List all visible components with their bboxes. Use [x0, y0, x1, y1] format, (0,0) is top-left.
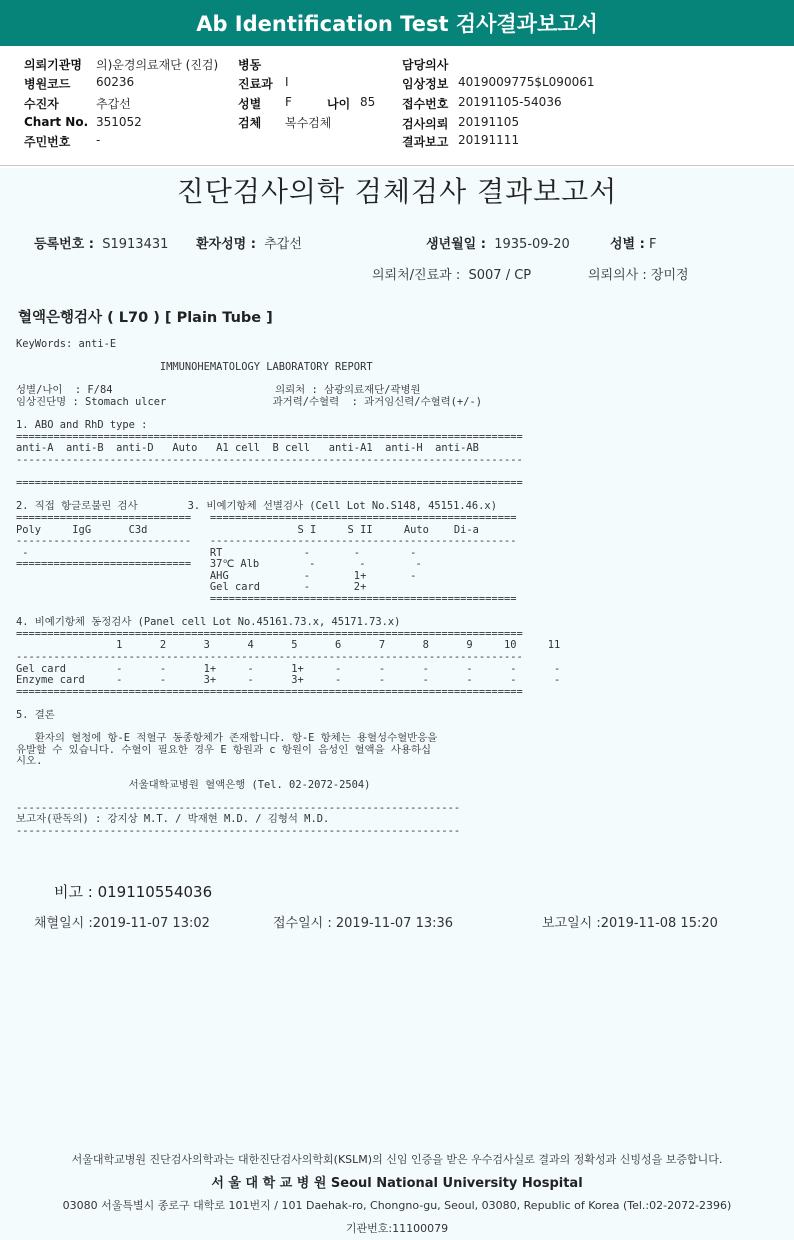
header-value: 351052	[96, 115, 142, 129]
department-value: S007 / CP	[468, 268, 532, 283]
dob-label: 생년월일 :	[426, 237, 486, 252]
header-label: 성별	[238, 97, 262, 111]
report-line: ---------------------------------------------------------------------------------	[16, 651, 523, 664]
header-label: 수진자	[24, 97, 59, 111]
dob-value: 1935-09-20	[494, 237, 570, 252]
report-document-title: 진단검사의학 검체검사 결과보고서	[176, 175, 618, 208]
report-line: Enzyme card - - 3+ - 3+ - - - - - -	[16, 674, 561, 687]
report-title-bar-text: Ab Identification Test 검사결과보고서	[196, 12, 598, 36]
report-line: IMMUNOHEMATOLOGY LABORATORY REPORT	[16, 361, 373, 374]
report-datetime-label: 보고일시 :	[542, 916, 601, 931]
report-line	[16, 768, 560, 780]
date-of-birth	[426, 233, 570, 252]
report-line: =================================================================================	[16, 430, 523, 443]
doctor-value: 장미정	[650, 268, 689, 283]
header-label: 검체	[238, 116, 262, 130]
report-line: 5. 결론	[16, 709, 55, 721]
collection-datetime	[34, 912, 210, 931]
certification-notice: 서울대학교병원 진단검사의학과는 대한진단검사의학회(KSLM)의 신임 인증을 받은 우수검사실로 결과의 정확성과 신빙성을 보증합니다.	[71, 1153, 723, 1166]
report-line: 성별/나이 : F/84 의뢰처 : 삼광의료재단/곽병원	[16, 384, 421, 397]
test-section-title: 혈액은행검사 ( L70 ) [ Plain Tube ]	[18, 310, 273, 326]
header-label: 임상정보	[402, 77, 449, 91]
hospital-address: 03080 서울특별시 종로구 대학로 101번지 / 101 Daehak-ro, Chongno-gu, Seoul, 03080, Republic of Korea (Tel.:02-2072-2396)	[62, 1199, 732, 1212]
header-label: 접수번호	[402, 97, 449, 111]
remarks-value: 019110554036	[97, 883, 213, 901]
header-value: 추갑선	[96, 97, 131, 111]
registration-number	[34, 233, 168, 252]
doctor-label: 의뢰의사 :	[588, 268, 647, 283]
remarks	[54, 881, 212, 902]
requesting-doctor	[588, 264, 689, 283]
report-title-bar	[0, 0, 794, 46]
header-label: 진료과	[238, 77, 273, 91]
report-line	[16, 791, 560, 803]
header-label: Chart No.	[24, 115, 89, 129]
header-value: 의)운경의료재단 (진검)	[96, 58, 219, 72]
header-value: 복수검체	[285, 116, 332, 130]
header-value: 4019009775$L090061	[458, 75, 595, 89]
header-value: 85	[360, 95, 376, 109]
header-value: 60236	[96, 75, 135, 89]
report-line: anti-A anti-B anti-D Auto A1 cell B cell anti-A1 anti-H anti-AB	[16, 442, 479, 455]
report-line: 유발할 수 있습니다. 수혈이 필요한 경우 E 항원과 c 항원이 음성인 혈액을 사용하십	[16, 743, 432, 756]
report-line: 1 2 3 4 5 6 7 8 9 10 11	[16, 639, 561, 652]
report-line: Gel card - 2+	[16, 581, 367, 594]
patient-name-label: 환자성명 :	[196, 237, 256, 252]
patient-name	[196, 233, 302, 252]
report-line: ============================ =================================================	[16, 511, 517, 524]
request-info-header	[0, 48, 794, 166]
header-label: 나이	[327, 97, 351, 111]
institution-number: 기관번호:11100079	[345, 1222, 449, 1235]
report-line: ---------------------------- -------------------------------------------------	[16, 535, 517, 548]
report-line: 환자의 혈청에 항-E 적혈구 동종항체가 존재합니다. 항-E 항체는 용혈성수혈반응을	[16, 732, 438, 745]
immunohematology-report-body	[16, 339, 560, 838]
report-line: -----------------------------------------------------------------------	[16, 824, 461, 837]
receipt-datetime	[273, 912, 453, 931]
report-line: 시오.	[16, 755, 43, 768]
report-line: 2. 직접 항글로불린 검사 3. 비예기항체 선별검사 (Cell Lot No.S148, 45151.46.x)	[16, 500, 497, 513]
report-datetime	[542, 912, 718, 931]
patient-name-value: 추갑선	[264, 237, 302, 252]
receipt-label: 접수일시 :	[273, 916, 332, 931]
report-line: 보고자(판독의) : 강지상 M.T. / 박재현 M.D. / 김형석 M.D.	[16, 813, 330, 826]
collection-label: 채혈일시 :	[34, 916, 93, 931]
header-value: 20191111	[458, 133, 520, 147]
report-line: 서울대학교병원 혈액은행 (Tel. 02-2072-2504)	[16, 778, 371, 791]
header-label: 담당의사	[402, 58, 449, 72]
report-line: -----------------------------------------------------------------------	[16, 801, 461, 814]
report-line: =================================================================================	[16, 477, 523, 490]
hospital-name: 서 울 대 학 교 병 원 Seoul National University Hospital	[211, 1176, 583, 1191]
report-line: =================================================================================	[16, 627, 523, 640]
department-label: 의뢰처/진료과 :	[372, 268, 461, 283]
report-line: ---------------------------------------------------------------------------------	[16, 453, 523, 466]
header-label: 의뢰기관명	[24, 58, 82, 72]
report-datetime-value: 2019-11-08 15:20	[600, 916, 718, 931]
report-line: 1. ABO and RhD type :	[16, 419, 148, 432]
registration-label: 등록번호 :	[34, 237, 94, 252]
report-line: AHG - 1+ -	[16, 569, 417, 582]
report-line: KeyWords: anti-E	[16, 338, 117, 350]
report-line: 임상진단명 : Stomach ulcer 과거력/수혈력 : 과거임신력/수혈력(+/-)	[16, 395, 482, 408]
report-line: =================================================================================	[16, 685, 523, 698]
header-value: I	[285, 75, 289, 89]
header-value: 20191105	[458, 115, 520, 129]
header-label: 병원코드	[24, 77, 71, 91]
header-value: -	[96, 133, 101, 147]
report-line	[16, 698, 560, 710]
report-line: Poly IgG C3d S I S II Auto Di-a	[16, 523, 479, 536]
sex-label: 성별 :	[610, 237, 645, 252]
header-label: 결과보고	[402, 135, 449, 149]
sex-value: F	[648, 237, 657, 252]
header-label: 주민번호	[24, 135, 71, 149]
header-label: 병동	[238, 58, 262, 72]
collection-value: 2019-11-07 13:02	[92, 916, 210, 931]
header-value: 20191105-54036	[458, 95, 562, 109]
report-line: - RT - - -	[16, 546, 417, 559]
receipt-value: 2019-11-07 13:36	[335, 916, 454, 931]
patient-sex	[610, 233, 656, 252]
requesting-department	[372, 264, 531, 283]
report-line: 4. 비예기항체 동정검사 (Panel cell Lot No.45161.73.x, 45171.73.x)	[16, 616, 401, 629]
remarks-label: 비고 :	[54, 883, 93, 901]
header-value: F	[285, 95, 292, 109]
report-line: ============================ 37℃ Alb - - -	[16, 558, 422, 571]
registration-value: S1913431	[102, 237, 169, 252]
report-paper	[0, 168, 794, 1240]
header-label: 검사의뢰	[402, 117, 449, 131]
report-line: Gel card - - 1+ - 1+ - - - - - -	[16, 662, 561, 675]
report-line: =================================================	[16, 593, 517, 606]
